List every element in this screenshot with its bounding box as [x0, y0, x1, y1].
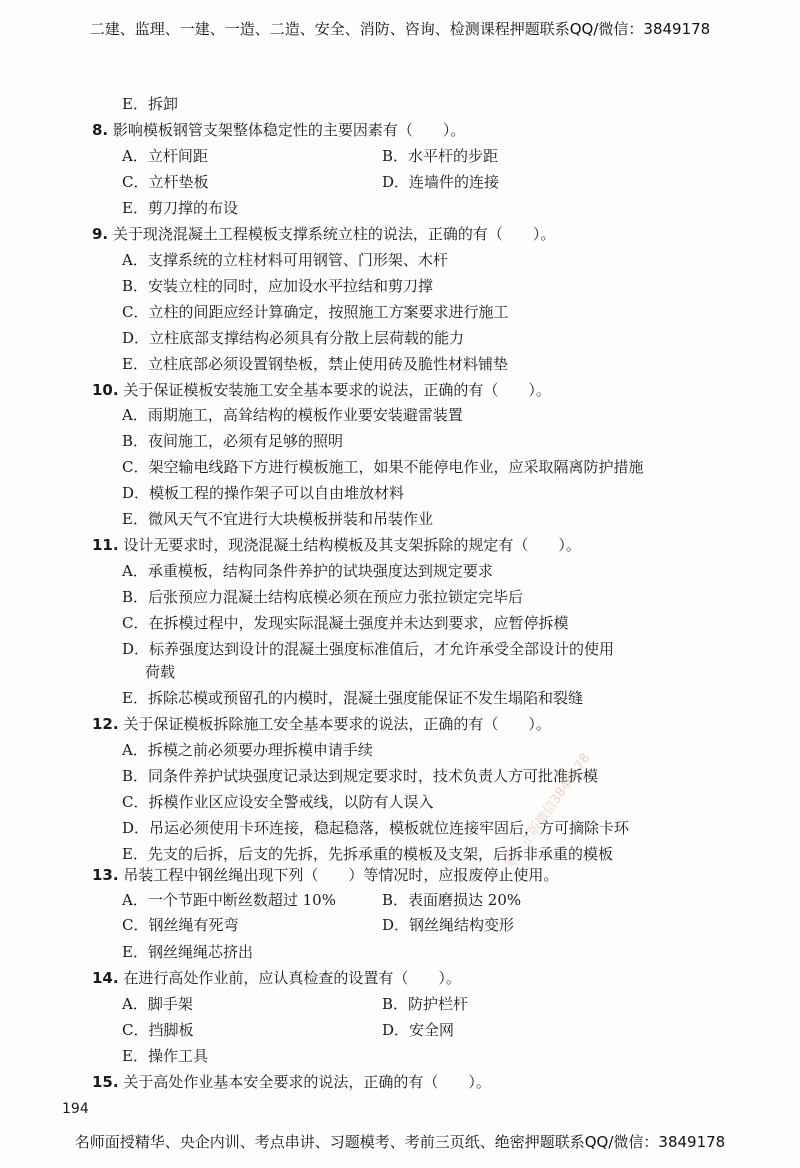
question-text: 关于保证模板安装施工安全基本要求的说法，正确的有（ ）。 — [123, 381, 551, 399]
option-text: D．立柱底部支撑结构必须具有分散上层荷载的能力 — [122, 329, 465, 347]
option-text: D．吊运必须使用卡环连接，稳起稳落，模板就位连接牢固后，方可摘除卡环 — [122, 819, 630, 837]
option-text: D．钢丝绳结构变形 — [382, 916, 515, 934]
question-8 — [92, 120, 465, 140]
option-text: B．夜间施工，必须有足够的照明 — [122, 432, 344, 450]
option-text: A．脚手架 — [122, 995, 193, 1013]
option-text: C．挡脚板 — [122, 1021, 194, 1039]
option-text: A．支撑系统的立柱材料可用钢管、门形架、木杆 — [122, 251, 448, 269]
option-text: E．拆除芯模或预留孔的内模时，混凝土强度能保证不发生塌陷和裂缝 — [122, 689, 583, 707]
option-text: C．钢丝绳有死弯 — [122, 916, 239, 934]
question-12 — [92, 714, 551, 734]
option-text: A．拆模之前必须要办理拆模申请手续 — [122, 741, 373, 759]
question-11 — [92, 535, 581, 555]
footer-banner: 名师面授精华、央企内训、考点串讲、习题模考、考前三页纸、绝密押题联系QQ/微信：3849178 — [74, 1133, 726, 1151]
question-number: 13. — [92, 866, 119, 884]
option-text: D．标养强度达到设计的混凝土强度标准值后，才允许承受全部设计的使用 — [122, 640, 615, 658]
question-text: 吊装工程中钢丝绳出现下列（ ）等情况时，应报废停止使用。 — [123, 866, 559, 884]
question-number: 14. — [92, 969, 119, 987]
question-number: 11. — [92, 536, 119, 554]
option-text: B．防护栏杆 — [382, 995, 469, 1013]
question-text: 在进行高处作业前，应认真检查的设置有（ ）。 — [123, 969, 461, 987]
option-text: C．在拆模过程中，发现实际混凝土强度并未达到要求，应暂停拆模 — [122, 614, 569, 632]
question-text: 设计无要求时，现浇混凝土结构模板及其支架拆除的规定有（ ）。 — [123, 536, 581, 554]
option-text: B．安装立柱的同时，应加设水平拉结和剪刀撑 — [122, 277, 434, 295]
option-text: B．表面磨损达 20% — [382, 891, 522, 909]
option-text: C．立柱的间距应经计算确定，按照施工方案要求进行施工 — [122, 303, 509, 321]
question-9 — [92, 224, 555, 244]
question-number: 15. — [92, 1073, 119, 1091]
question-14 — [92, 968, 461, 988]
question-number: 12. — [92, 715, 119, 733]
option-text: E．剪刀撑的布设 — [122, 199, 238, 217]
question-10 — [92, 380, 551, 400]
question-number: 10. — [92, 381, 119, 399]
question-number: 8. — [92, 121, 109, 139]
option-text: A．一个节距中断丝数超过 10% — [122, 891, 336, 909]
option-text: C．立杆垫板 — [122, 173, 209, 191]
question-13 — [92, 865, 558, 885]
option-text: E．拆卸 — [122, 95, 178, 113]
option-text: D．安全网 — [382, 1021, 455, 1039]
question-text: 关于现浇混凝土工程模板支撑系统立柱的说法，正确的有（ ）。 — [112, 225, 556, 243]
option-text: E．立柱底部必须设置钢垫板，禁止使用砖及脆性材料铺垫 — [122, 355, 508, 373]
question-text: 影响模板钢管支架整体稳定性的主要因素有（ ）。 — [112, 121, 466, 139]
question-15 — [92, 1072, 491, 1092]
option-text: A．承重模板，结构同条件养护的试块强度达到规定要求 — [122, 562, 493, 580]
option-text: C．架空输电线路下方进行模板施工，如果不能停电作业，应采取隔离防护措施 — [122, 458, 644, 476]
question-number: 9. — [92, 225, 109, 243]
question-text: 关于保证模板拆除施工安全基本要求的说法，正确的有（ ）。 — [123, 715, 551, 733]
option-text: C．拆模作业区应设安全警戒线，以防有人误入 — [122, 793, 434, 811]
header-banner: 二建、监理、一建、一造、二造、安全、消防、咨询、检测课程押题联系QQ/微信：3849178 — [89, 20, 711, 38]
option-text: B．后张预应力混凝土结构底模必须在预应力张拉锁定完毕后 — [122, 588, 524, 606]
option-text: D．连墙件的连接 — [382, 173, 500, 191]
option-text: B．同条件养护试块强度记录达到规定要求时，技术负责人方可批准拆模 — [122, 767, 599, 785]
option-text: B．水平杆的步距 — [382, 147, 499, 165]
option-text: E．钢丝绳绳芯挤出 — [122, 943, 253, 961]
question-text: 关于高处作业基本安全要求的说法，正确的有（ ）。 — [123, 1073, 491, 1091]
option-text: A．立杆间距 — [122, 147, 208, 165]
option-text: A．雨期施工，高耸结构的模板作业要安装避雷装置 — [122, 406, 463, 424]
option-text: E．操作工具 — [122, 1047, 208, 1065]
option-text-continued: 荷载 — [145, 663, 176, 681]
option-text: E．先支的后拆，后支的先拆，先拆承重的模板及支架，后拆非承重的模板 — [122, 845, 613, 863]
option-text: D．模板工程的操作架子可以自由堆放材料 — [122, 484, 405, 502]
page-number: 194 — [62, 1101, 89, 1117]
option-text: E．微风天气不宜进行大块模板拼装和吊装作业 — [122, 510, 433, 528]
watermark: 唯一正版微信3849178 — [503, 750, 594, 871]
